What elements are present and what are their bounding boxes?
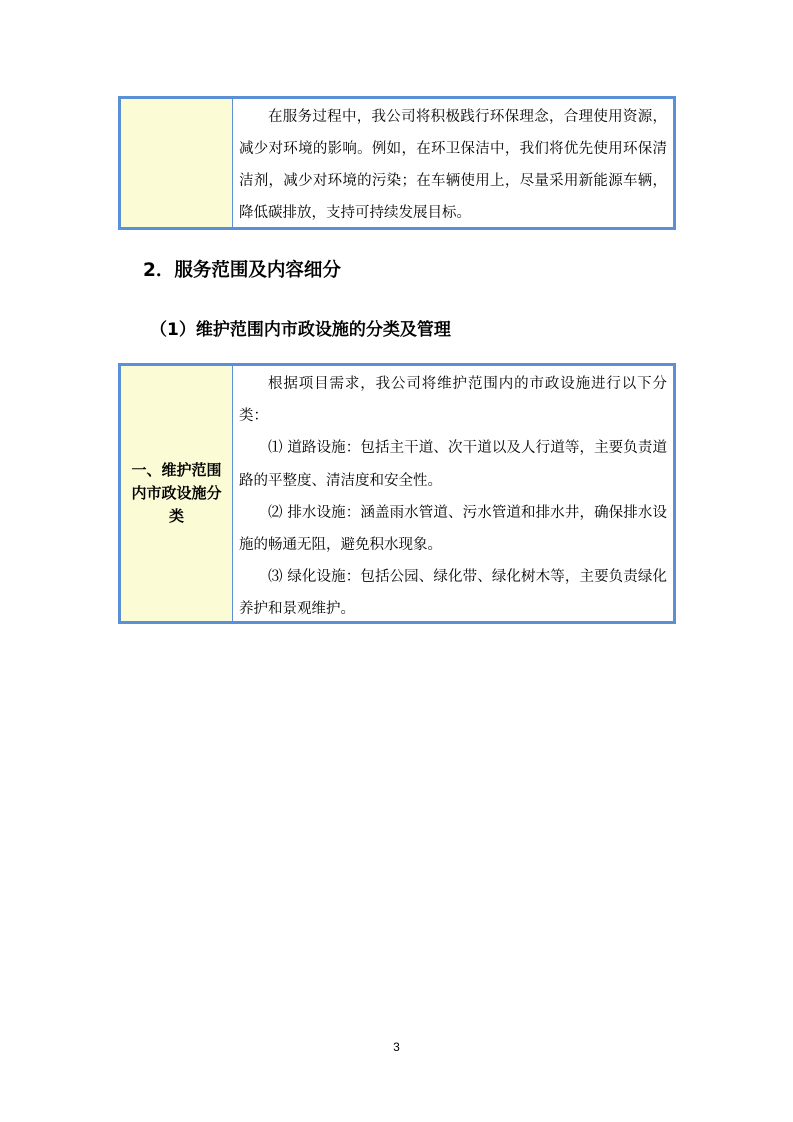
table-content-cell: [233, 366, 673, 621]
paragraph: 在服务过程中，我公司将积极践行环保理念，合理使用资源，减少对环境的影响。例如，在环卫保洁中，我们将优先使用环保清洁剂，减少对环境的污染；在车辆使用上，尽量采用新能源车辆，降低碳排放，支持可持续发展目标。: [239, 109, 667, 221]
page-number: 3: [393, 1040, 400, 1054]
environmental-practice-table: [118, 96, 676, 230]
section-heading: 2．服务范围及内容细分: [143, 260, 341, 281]
table-label-cell: 一、维护范围内市政设施分类: [121, 366, 233, 621]
subsection-heading: （1）维护范围内市政设施的分类及管理: [150, 320, 451, 340]
paragraph: ⑵ 排水设施：涵盖雨水管道、污水管道和排水井，确保排水设施的畅通无阻，避免积水现象。: [239, 504, 667, 554]
paragraph: 根据项目需求，我公司将维护范围内的市政设施进行以下分类：: [239, 376, 667, 425]
paragraph: ⑴ 道路设施：包括主干道、次干道以及人行道等，主要负责道路的平整度、清洁度和安全性。: [239, 440, 667, 489]
paragraph: ⑶ 绿化设施：包括公园、绿化带、绿化树木等，主要负责绿化养护和景观维护。: [239, 569, 667, 618]
table-content-cell: [233, 99, 673, 227]
facility-classification-table: [118, 363, 676, 624]
table-label-cell: [121, 99, 233, 227]
